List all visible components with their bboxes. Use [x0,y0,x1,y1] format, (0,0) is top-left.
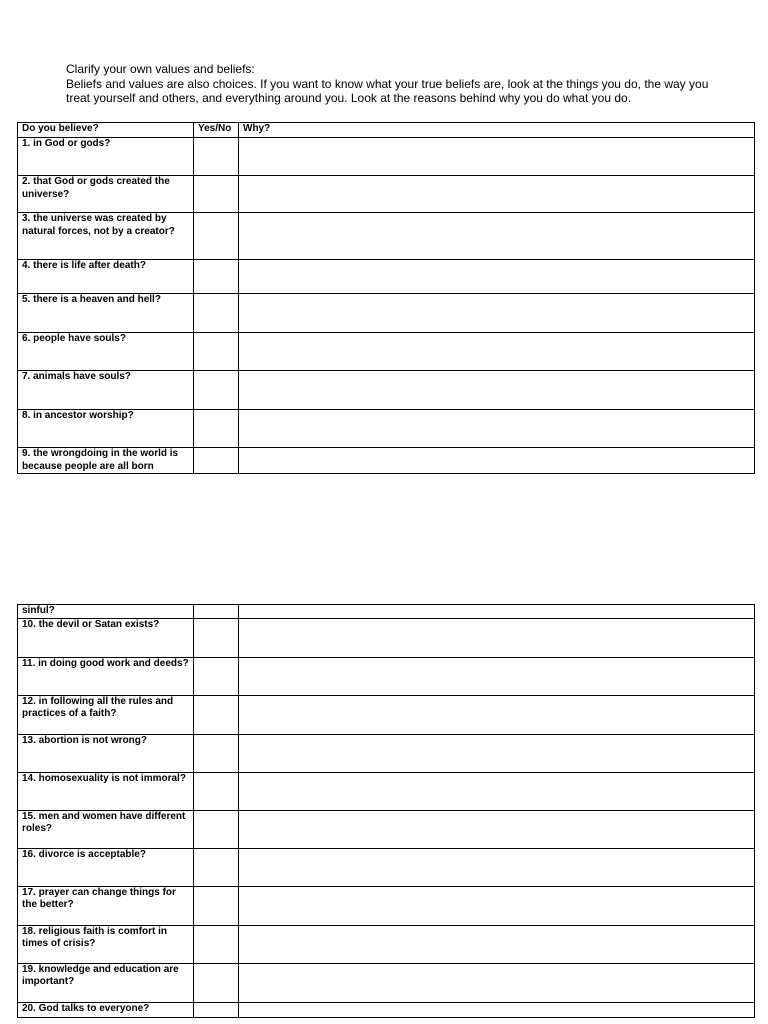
table-row [18,605,755,619]
beliefs-table-page-1 [17,122,755,474]
question-cell: 5. there is a heaven and hell? [18,294,194,333]
table-row [18,963,755,1002]
why-cell[interactable] [239,963,755,1002]
why-cell[interactable] [239,448,755,474]
question-cell: 2. that God or gods created the universe? [18,176,194,213]
yes-no-cell[interactable] [194,294,239,333]
question-cell: 12. in following all the rules and practices of a faith? [18,695,194,734]
table-row [18,657,755,695]
question-cell: 13. abortion is not wrong? [18,734,194,772]
table-row [18,448,755,474]
table-row [18,294,755,333]
table-row [18,886,755,925]
question-cell: sinful? [18,605,194,619]
beliefs-table-page-2 [17,604,755,1018]
why-cell[interactable] [239,657,755,695]
why-cell[interactable] [239,772,755,810]
yes-no-cell[interactable] [194,176,239,213]
table-row [18,371,755,410]
why-cell[interactable] [239,734,755,772]
table-row [18,618,755,657]
question-cell: 9. the wrongdoing in the world is because people are all born [18,448,194,474]
why-cell[interactable] [239,410,755,448]
question-cell: 10. the devil or Satan exists? [18,618,194,657]
why-cell[interactable] [239,294,755,333]
table-row [18,410,755,448]
question-cell: 6. people have souls? [18,333,194,371]
table-row [18,925,755,963]
table-row [18,176,755,213]
why-cell[interactable] [239,605,755,619]
table-row [18,260,755,294]
yes-no-cell[interactable] [194,333,239,371]
why-cell[interactable] [239,213,755,260]
intro-text [66,62,716,106]
table-row [18,213,755,260]
question-cell: 3. the universe was created by natural forces, not by a creator? [18,213,194,260]
table-row [18,695,755,734]
yes-no-cell[interactable] [194,848,239,886]
table-row [18,772,755,810]
yes-no-cell[interactable] [194,963,239,1002]
question-cell: 1. in God or gods? [18,138,194,176]
question-cell: 11. in doing good work and deeds? [18,657,194,695]
why-cell[interactable] [239,695,755,734]
question-cell: 14. homosexuality is not immoral? [18,772,194,810]
intro-heading: Clarify your own values and beliefs: [66,62,255,76]
yes-no-cell[interactable] [194,810,239,848]
why-cell[interactable] [239,1002,755,1017]
question-cell: 4. there is life after death? [18,260,194,294]
why-cell[interactable] [239,618,755,657]
why-cell[interactable] [239,333,755,371]
table-row [18,810,755,848]
yes-no-cell[interactable] [194,657,239,695]
yes-no-cell[interactable] [194,410,239,448]
question-cell: 20. God talks to everyone? [18,1002,194,1017]
question-cell: 8. in ancestor worship? [18,410,194,448]
table-header-row [18,123,755,138]
table-row [18,848,755,886]
why-cell[interactable] [239,138,755,176]
question-cell: 16. divorce is acceptable? [18,848,194,886]
question-cell: 19. knowledge and education are important? [18,963,194,1002]
yes-no-cell[interactable] [194,734,239,772]
header-question: Do you believe? [18,123,194,138]
question-cell: 7. animals have souls? [18,371,194,410]
yes-no-cell[interactable] [194,260,239,294]
yes-no-cell[interactable] [194,1002,239,1017]
yes-no-cell[interactable] [194,448,239,474]
header-yes-no: Yes/No [194,123,239,138]
yes-no-cell[interactable] [194,772,239,810]
why-cell[interactable] [239,371,755,410]
question-cell: 18. religious faith is comfort in times of crisis? [18,925,194,963]
table-row [18,734,755,772]
table-row [18,1002,755,1017]
why-cell[interactable] [239,176,755,213]
yes-no-cell[interactable] [194,213,239,260]
why-cell[interactable] [239,925,755,963]
intro-body: Beliefs and values are also choices. If you want to know what your true beliefs are, look at the things you do, the way you treat yourself and others, and everything around you. Look at the reasons behind why you do what you do. [66,76,709,106]
question-cell: 15. men and women have different roles? [18,810,194,848]
header-why: Why? [239,123,755,138]
why-cell[interactable] [239,260,755,294]
yes-no-cell[interactable] [194,618,239,657]
why-cell[interactable] [239,848,755,886]
yes-no-cell[interactable] [194,138,239,176]
yes-no-cell[interactable] [194,925,239,963]
question-cell: 17. prayer can change things for the better? [18,886,194,925]
why-cell[interactable] [239,886,755,925]
why-cell[interactable] [239,810,755,848]
yes-no-cell[interactable] [194,605,239,619]
yes-no-cell[interactable] [194,695,239,734]
table-row [18,138,755,176]
table-row [18,333,755,371]
yes-no-cell[interactable] [194,886,239,925]
yes-no-cell[interactable] [194,371,239,410]
